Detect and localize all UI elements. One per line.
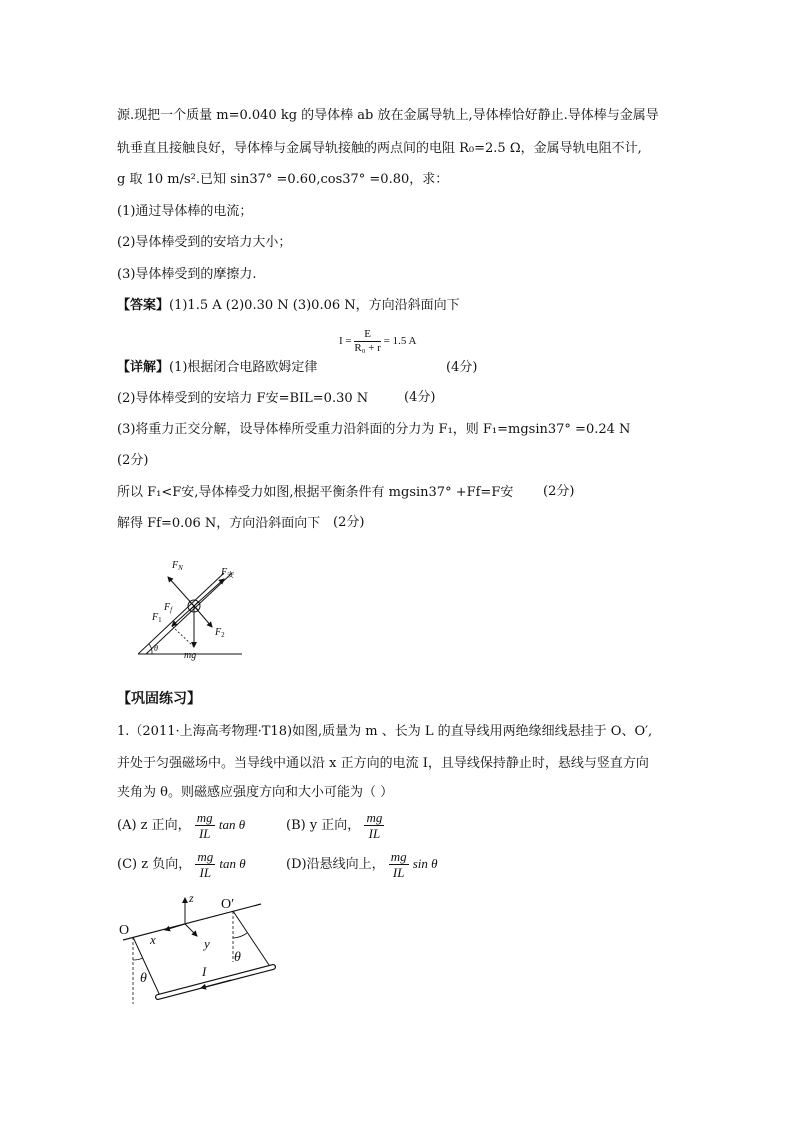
option-a-fn: tan θ bbox=[218, 817, 246, 832]
option-c[interactable] bbox=[117, 849, 246, 880]
current-label: I bbox=[202, 964, 207, 979]
detail-line-5: 解得 Ff=0.06 N，方向沿斜面向下 bbox=[117, 516, 321, 531]
detail-5-score: (2分) bbox=[333, 515, 365, 530]
option-d-fn: sin θ bbox=[412, 856, 438, 871]
option-d-fraction bbox=[389, 849, 409, 880]
formula-rhs: = 1.5 A bbox=[383, 335, 417, 348]
z-label: z bbox=[189, 891, 194, 905]
incline-line bbox=[138, 573, 224, 654]
theta-left-label: θ bbox=[140, 971, 147, 986]
detail-2-score: (4分) bbox=[404, 390, 436, 405]
x-axis bbox=[165, 924, 185, 930]
o-label: O bbox=[119, 923, 130, 938]
practice-q-line-1: 1.（2011·上海高考物理·T18)如图,质量为 m 、长为 L 的直导线用两绝缘细线悬挂于 O、O′, bbox=[117, 724, 653, 739]
f1-dashed bbox=[172, 626, 194, 647]
frac-den: IL bbox=[392, 865, 405, 880]
question-3: (3)导体棒受到的摩擦力. bbox=[117, 267, 257, 282]
option-c-label: (C) z 负向， bbox=[117, 857, 192, 872]
fan-arrow bbox=[194, 579, 224, 606]
x-label: x bbox=[150, 932, 156, 947]
force-diagram bbox=[138, 555, 248, 663]
y-axis bbox=[185, 924, 197, 936]
question-2: (2)导体棒受到的安培力大小； bbox=[117, 235, 292, 250]
option-a-fraction bbox=[195, 810, 215, 841]
answer-line bbox=[117, 294, 460, 313]
y-label: y bbox=[204, 936, 210, 951]
o-prime-label: O′ bbox=[221, 897, 235, 912]
ohm-law-formula bbox=[339, 328, 416, 355]
answer-text: (1)1.5 A (2)0.30 N (3)0.06 N，方向沿斜面向下 bbox=[169, 298, 460, 313]
mg-label: mg bbox=[184, 650, 197, 661]
ff-label: $F_f$ bbox=[164, 602, 173, 614]
answer-tag: 【答案】 bbox=[117, 298, 170, 313]
fan-label: $F_安$ bbox=[221, 567, 235, 579]
detail-line-3: (3)将重力正交分解，设导体棒所受重力沿斜面的分力为 F₁，则 F₁=mgsin37° =0.24 N bbox=[117, 422, 631, 437]
theta-right-label: θ bbox=[234, 950, 241, 965]
option-a[interactable] bbox=[117, 810, 245, 841]
practice-q-line-3: 夹角为 θ。则磁感应强度方向和大小可能为（ ） bbox=[117, 785, 394, 800]
formula-denominator: R₀ + r bbox=[354, 342, 381, 354]
practice-heading: 【巩固练习】 bbox=[117, 691, 201, 707]
left-thread bbox=[133, 937, 161, 998]
formula-fraction bbox=[354, 328, 381, 355]
formula-lhs: I = bbox=[339, 335, 352, 348]
detail-1-score: (4分) bbox=[446, 360, 478, 375]
frac-num: mg bbox=[366, 810, 383, 825]
detail-line-4: 所以 F₁<F安,导体棒受力如图,根据平衡条件有 mgsin37° +Ff=F安 bbox=[117, 485, 514, 500]
ff-arrow bbox=[172, 606, 194, 626]
f2-arrow bbox=[194, 606, 212, 627]
detail-tag: 【详解】 bbox=[117, 360, 170, 375]
option-b-fraction bbox=[364, 810, 384, 841]
detail-line-1 bbox=[117, 356, 317, 375]
frac-den: IL bbox=[198, 826, 211, 841]
frac-den: IL bbox=[199, 865, 212, 880]
problem-line-2: 轨垂直且接触良好，导体棒与金属导轨接触的两点间的电阻 R₀=2.5 Ω，金属导轨电阻不计, bbox=[117, 141, 642, 156]
f2-label: $F_2$ bbox=[215, 627, 225, 639]
frac-num: mg bbox=[197, 849, 214, 864]
frac-den: IL bbox=[368, 826, 381, 841]
wire-diagram bbox=[113, 888, 283, 1010]
question-1: (1)通过导体棒的电流； bbox=[117, 204, 253, 219]
detail-4-score: (2分) bbox=[543, 484, 575, 499]
f1-label: $F_1$ bbox=[152, 612, 162, 624]
option-b[interactable] bbox=[286, 810, 384, 841]
fn-label: $F_N$ bbox=[172, 560, 183, 572]
fn-arrow bbox=[168, 577, 194, 606]
option-b-label: (B) y 正向， bbox=[286, 818, 361, 833]
detail-line-2: (2)导体棒受到的安培力 F安=BIL=0.30 N bbox=[117, 391, 369, 406]
formula-numerator: E bbox=[354, 328, 381, 342]
detail-1-text: (1)根据闭合电路欧姆定律 bbox=[169, 360, 318, 375]
option-d-label: (D)沿悬线向上， bbox=[286, 857, 385, 872]
option-c-fn: tan θ bbox=[219, 856, 246, 871]
frac-num: mg bbox=[196, 810, 213, 825]
problem-line-1: 源.现把一个质量 m=0.040 kg 的导体棒 ab 放在金属导轨上,导体棒恰好静止.导体棒与金属导 bbox=[117, 108, 659, 123]
problem-line-3: g 取 10 m/s².已知 sin37° =0.60,cos37° =0.80，求： bbox=[117, 172, 449, 187]
option-d[interactable] bbox=[286, 849, 438, 880]
incline-line-2 bbox=[146, 573, 232, 654]
practice-q-line-2: 并处于匀强磁场中。当导线中通以沿 x 正方向的电流 I，且导线保持静止时，悬线与竖直方向 bbox=[117, 756, 649, 771]
option-a-label: (A) z 正向， bbox=[117, 818, 191, 833]
theta-label: θ bbox=[154, 644, 158, 653]
option-c-fraction bbox=[195, 849, 215, 880]
detail-3-score: (2分) bbox=[117, 453, 149, 468]
frac-num: mg bbox=[390, 849, 407, 864]
